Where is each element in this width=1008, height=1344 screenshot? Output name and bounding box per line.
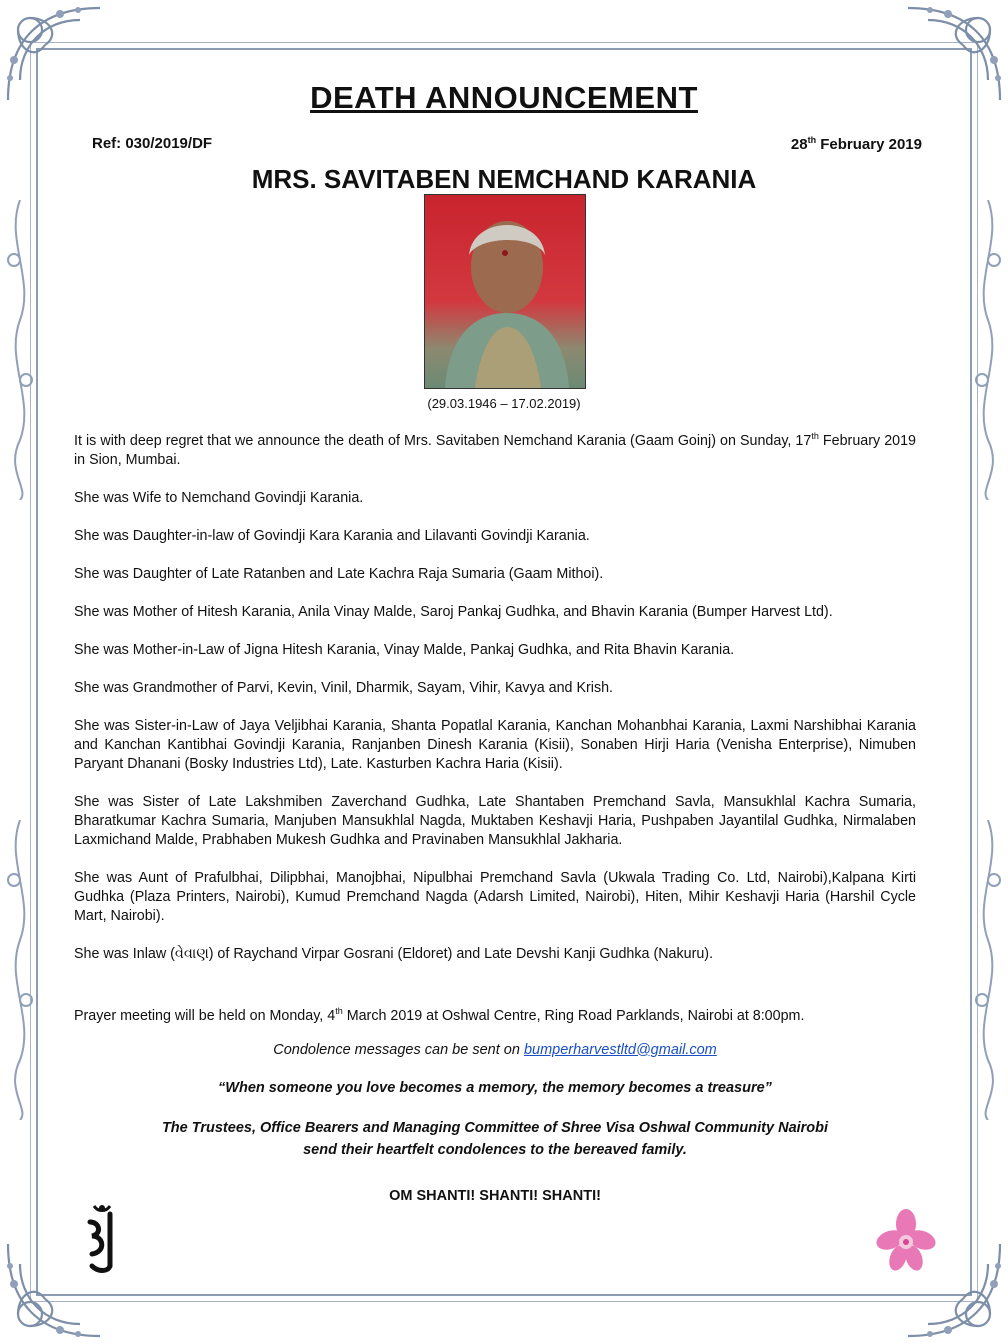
prayer-sup: th <box>335 1005 343 1016</box>
side-swirl-icon <box>968 820 1008 1120</box>
announcement-body <box>74 427 916 1225</box>
trustees-condolence <box>74 1117 916 1161</box>
condolence-email-link[interactable]: bumperharvestltd@gmail.com <box>523 1041 717 1058</box>
side-swirl-icon <box>0 820 40 1120</box>
prayer-meeting-paragraph <box>74 1002 916 1026</box>
announcement-date <box>791 135 922 153</box>
memorial-quote: “When someone you love becomes a memory, the memory becomes a treasure” <box>218 1079 772 1096</box>
daughter-in-law-paragraph: She was Daughter-in-law of Govindji Kara Karania and Lilavanti Govindji Karania. <box>74 527 590 544</box>
trustees-line-2: send their heartfelt condolences to the bereaved family. <box>303 1141 687 1158</box>
prayer-text-b: March 2019 at Oshwal Centre, Ring Road Parklands, Nairobi at 8:00pm. <box>342 1007 805 1024</box>
page-title <box>0 80 1008 116</box>
side-swirl-icon <box>0 200 40 500</box>
date-sup: th <box>807 135 817 145</box>
closing-prayer: OM SHANTI! SHANTI! SHANTI! <box>389 1187 601 1204</box>
side-swirl-icon <box>968 200 1008 500</box>
jain-om-symbol-icon <box>80 1200 122 1276</box>
title-text: DEATH ANNOUNCEMENT <box>310 80 698 115</box>
condolence-line <box>74 1041 916 1060</box>
intro-text-b: February 2019 in Sion, Mumbai. <box>74 432 916 468</box>
intro-paragraph <box>74 427 916 470</box>
deceased-name: MRS. SAVITABEN NEMCHAND KARANIA <box>251 164 757 194</box>
sister-paragraph: She was Sister of Late Lakshmiben Zaverchand Gudhka, Late Shantaben Premchand Savla, Mansukhlal Kachra Sumaria, Bharatkumar Kachra Sumaria, Manjuben Mansukhlal Nagda, Muktaben Keshavji Haria, Pushpaben Jayantilal Gudhka, Nirmalaben Laxmichand Malde, Prabhaben Mukesh Gudhka and Pravinaben Mansukhlal Jakharia. <box>74 793 916 848</box>
orchid-flower-icon <box>876 1208 936 1274</box>
mother-in-law-paragraph: She was Mother-in-Law of Jigna Hitesh Karania, Vinay Malde, Pankaj Gudhka, and Rita Bhavin Karania. <box>74 641 735 658</box>
intro-sup: th <box>811 431 819 441</box>
life-dates: (29.03.1946 – 17.02.2019) <box>427 396 581 411</box>
date-day: 28 <box>790 136 808 153</box>
prayer-text-a: Prayer meeting will be held on Monday, 4 <box>74 1007 336 1024</box>
aunt-paragraph: She was Aunt of Prafulbhai, Dilipbhai, Manojbhai, Nipulbhai Premchand Savla (Ukwala Trading Co. Ltd, Nairobi),Kalpana Kirti Gudhka (Plaza Printers, Nairobi), Kumud Premchand Nagda (Adarsh Limited, Nairobi), Hiten, Mihir Keshavji Haria (Harshil Cycle Mart, Nairobi). <box>74 869 916 924</box>
daughter-paragraph: She was Daughter of Late Ratanben and Late Kachra Raja Sumaria (Gaam Mithoi). <box>74 565 604 582</box>
reference-number: Ref: 030/2019/DF <box>92 135 213 152</box>
mother-paragraph: She was Mother of Hitesh Karania, Anila Vinay Malde, Saroj Pankaj Gudhka, and Bhavin Karania (Bumper Harvest Ltd). <box>74 603 833 620</box>
date-rest: February 2019 <box>816 136 922 153</box>
sister-in-law-paragraph: She was Sister-in-Law of Jaya Veljibhai Karania, Shanta Popatlal Karania, Kanchan Mohanbhai Karania, Laxmi Narshibhai Karania and Kanchan Kantibhai Govindji Karania, Ranjanben Dinesh Karania (Kisii), Sonaben Hirji Haria (Venisha Enterprise), Nimuben Paryant Dhanani (Bosky Industries Ltd), Late. Kasturben Kachra Haria (Kisii). <box>74 717 916 772</box>
grandmother-paragraph: She was Grandmother of Parvi, Kevin, Vinil, Dharmik, Sayam, Vihir, Kavya and Krish. <box>74 679 614 696</box>
inlaw-paragraph: She was Inlaw (વેવાણ) of Raychand Virpar Gosrani (Eldoret) and Late Devshi Kanji Gudhka (Nakuru). <box>74 945 714 962</box>
intro-text-a: It is with deep regret that we announce the death of Mrs. Savitaben Nemchand Karania (Gaam Goinj) on Sunday, 17 <box>74 432 812 449</box>
wife-paragraph: She was Wife to Nemchand Govindji Karania. <box>74 489 364 506</box>
portrait-photo <box>424 194 586 389</box>
trustees-line-1: The Trustees, Office Bearers and Managing Committee of Shree Visa Oshwal Community Nairobi <box>161 1119 829 1136</box>
condolence-text: Condolence messages can be sent on <box>273 1041 524 1058</box>
